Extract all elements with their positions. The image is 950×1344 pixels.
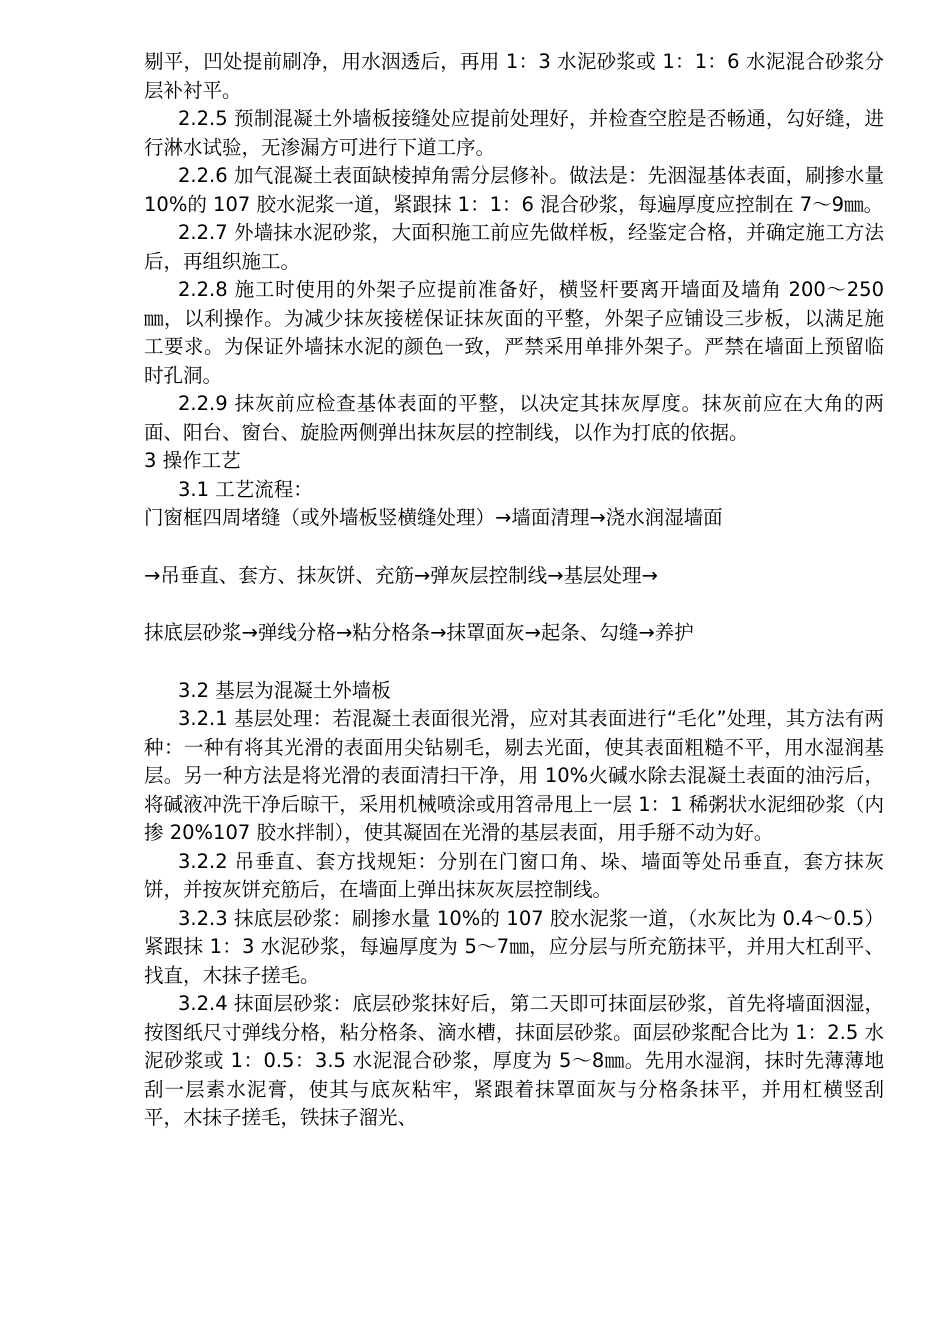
paragraph-3-2-2: 3.2.2 吊垂直、套方找规矩：分别在门窗口角、垛、墙面等处吊垂直，套方抹灰饼，并按灰饼充筋后，在墙面上弹出抹灰灰层控制线。 bbox=[144, 849, 884, 901]
process-flow-line-2: →吊垂直、套方、抹灰饼、充筋→弹灰层控制线→基层处理→ bbox=[144, 563, 658, 587]
process-flow-line-3: 抹底层砂浆→弹线分格→粘分格条→抹罩面灰→起条、勾缝→养护 bbox=[144, 621, 694, 644]
paragraph-2-2-7: 2.2.7 外墙抹水泥砂浆，大面积施工前应先做样板，经鉴定合格，并确定施工方法后，再组织施工。 bbox=[144, 221, 884, 273]
paragraph-continuation: 剔平，凹处提前刷净，用水洇透后，再用 1：3 水泥砂浆或 1：1：6 水泥混合砂浆分层补衬平。 bbox=[144, 50, 884, 102]
subheading-3-1: 3.1 工艺流程： bbox=[178, 477, 313, 501]
paragraph-2-2-5: 2.2.5 预制混凝土外墙板接缝处应提前处理好，并检查空腔是否畅通，勾好缝，进行淋水试验，无渗漏方可进行下道工序。 bbox=[144, 107, 884, 159]
subheading-3-2: 3.2 基层为混凝土外墙板 bbox=[178, 678, 391, 702]
paragraph-3-2-1: 3.2.1 基层处理：若混凝土表面很光滑，应对其表面进行“毛化”处理，其方法有两种：一种有将其光滑的表面用尖钻剔毛，剔去光面，使其表面粗糙不平，用水湿润基层。另一种方法是将光滑的表面清扫干净，用 10%火碱水除去混凝土表面的油污后，将碱液冲洗干净后晾干，采用机械喷涂或用笤帚甩上一层 1：1 稀粥状水泥细砂浆（内掺 20%107 胶水拌制），使其凝固在光滑的基层表面，用手掰不动为好。 bbox=[144, 707, 884, 844]
paragraph-3-2-3: 3.2.3 抹底层砂浆：刷掺水量 10%的 107 胶水泥浆一道，（水灰比为 0.4～0.5）紧跟抹 1：3 水泥砂浆，每遍厚度为 5～7㎜，应分层与所充筋抹平，并用大杠刮平、找直，木抹子搓毛。 bbox=[144, 906, 884, 987]
paragraph-3-2-4: 3.2.4 抹面层砂浆：底层砂浆抹好后，第二天即可抹面层砂浆，首先将墙面洇湿，按图纸尺寸弹线分格，粘分格条、滴水槽，抹面层砂浆。面层砂浆配合比为 1：2.5 水泥砂浆或 1：0.5：3.5 水泥混合砂浆，厚度为 5～8㎜。先用水湿润，抹时先薄薄地刮一层素水泥膏，使其与底灰粘牢，紧跟着抹罩面灰与分格条抹平，并用杠横竖刮平，木抹子搓毛，铁抹子溜光、 bbox=[144, 992, 884, 1129]
paragraph-2-2-8: 2.2.8 施工时使用的外架子应提前准备好，横竖杆要离开墙面及墙角 200～250㎜，以利操作。为减少抹灰接槎保证抹灰面的平整，外架子应铺设三步板，以满足施工要求。为保证外墙抹水泥的颜色一致，严禁采用单排外架子。严禁在墙面上预留临时孔洞。 bbox=[144, 278, 884, 387]
paragraph-2-2-9: 2.2.9 抹灰前应检查基体表面的平整，以决定其抹灰厚度。抹灰前应在大角的两面、阳台、窗台、旋脸两侧弹出抹灰层的控制线，以作为打底的依据。 bbox=[144, 392, 884, 444]
section-heading-3: 3 操作工艺 bbox=[144, 449, 241, 472]
document-page bbox=[144, 48, 884, 1133]
process-flow-line-1: 门窗框四周堵缝（或外墙板竖横缝处理）→墙面清理→浇水润湿墙面 bbox=[144, 506, 723, 529]
paragraph-2-2-6: 2.2.6 加气混凝土表面缺棱掉角需分层修补。做法是：先洇湿基体表面，刷掺水量 10%的 107 胶水泥浆一道，紧跟抹 1：1：6 混合砂浆，每遍厚度应控制在 7～9㎜。 bbox=[144, 164, 884, 216]
